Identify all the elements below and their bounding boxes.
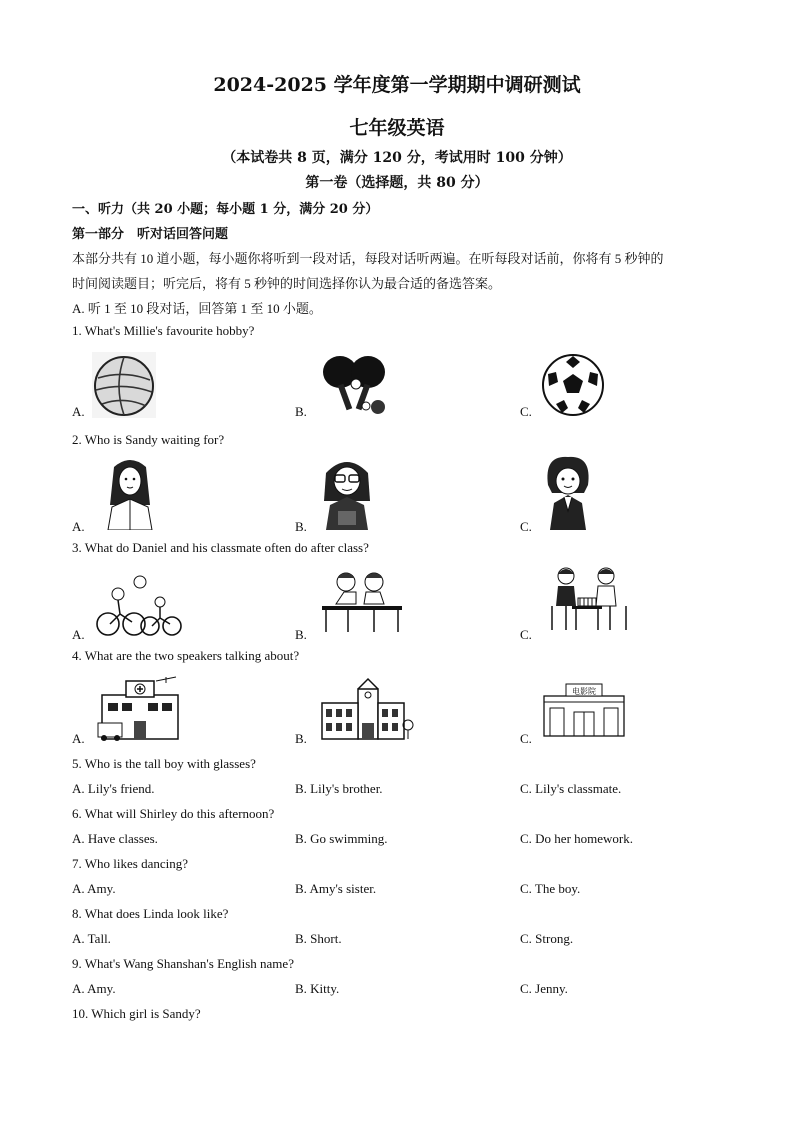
q6-option-c: C. Do her homework. (520, 831, 634, 846)
question-6: 6. What will Shirley do this afternoon? (72, 806, 275, 821)
q9-option-a: A. Amy. (72, 981, 116, 996)
q5-option-a: A. Lily's friend. (72, 781, 155, 796)
question-4: 4. What are the two speakers talking about? (72, 648, 300, 663)
volleyball-picture (92, 352, 156, 418)
question-9: 9. What's Wang Shanshan's English name? (72, 956, 294, 971)
exam-subject: 七年级英语 (349, 117, 445, 139)
question-5: 5. Who is the tall boy with glasses? (72, 756, 256, 771)
q3-option-c: C. (520, 627, 532, 642)
q9-option-b: B. Kitty. (295, 981, 340, 996)
part-a-instruction: A. 听 1 至 10 段对话，回答第 1 至 10 小题。 (72, 301, 322, 316)
cinema-picture (540, 682, 628, 738)
question-10: 10. Which girl is Sandy? (72, 1006, 201, 1021)
q3-option-b: B. (295, 627, 307, 642)
q1-option-a: A. (72, 404, 85, 419)
q4-option-a: A. (72, 731, 85, 746)
q6-option-b: B. Go swimming. (295, 831, 388, 846)
cinema-sign: 电影院 (572, 687, 596, 696)
question-1: 1. What's Millie's favourite hobby? (72, 323, 255, 338)
q3-option-a: A. (72, 627, 85, 642)
section-heading: 一、听力（共 20 小题；每小题 1 分，满分 20 分） (72, 202, 379, 217)
question-8: 8. What does Linda look like? (72, 906, 229, 921)
woman-glasses-picture (318, 455, 376, 530)
q2-option-b: B. (295, 519, 307, 534)
school-picture (318, 675, 414, 741)
q7-option-b: B. Amy's sister. (295, 881, 377, 896)
part-heading: 第一部分 听对话回答问题 (72, 227, 229, 242)
volume-heading: 第一卷（选择题，共 80 分） (305, 175, 489, 191)
question-3: 3. What do Daniel and his classmate often do after class? (72, 540, 369, 555)
computer-desk-picture (318, 568, 404, 634)
football-picture (540, 352, 606, 418)
q6-option-a: A. Have classes. (72, 831, 158, 846)
q7-option-c: C. The boy. (520, 881, 581, 896)
q8-option-c: C. Strong. (520, 931, 574, 946)
question-2: 2. Who is Sandy waiting for? (72, 432, 225, 447)
hospital-picture (96, 675, 184, 741)
q2-option-c: C. (520, 519, 532, 534)
exam-title: 2024-2025 学年度第一学期期中调研测试 (213, 74, 581, 96)
q8-option-a: A. Tall. (72, 931, 111, 946)
q5-option-c: C. Lily's classmate. (520, 781, 622, 796)
exam-note: （本试卷共 8 页，满分 120 分，考试用时 100 分钟） (222, 150, 572, 166)
woman-short-hair-picture (540, 455, 596, 530)
instruction-line-1: 本部分共有 10 道小题，每小题你将听到一段对话，每段对话听两遍。在听每段对话前，你将有 5 秒钟的 (72, 251, 664, 266)
q4-option-b: B. (295, 731, 307, 746)
q7-option-a: A. Amy. (72, 881, 116, 896)
q1-option-c: C. (520, 404, 532, 419)
q2-option-a: A. (72, 519, 85, 534)
q5-option-b: B. Lily's brother. (295, 781, 383, 796)
q9-option-c: C. Jenny. (520, 981, 568, 996)
cycling-picture (96, 572, 182, 638)
q4-option-c: C. (520, 731, 532, 746)
woman-long-hair-picture (100, 455, 160, 530)
q8-option-b: B. Short. (295, 931, 342, 946)
ping-pong-picture (318, 352, 390, 418)
instruction-line-2: 时间阅读题目；听完后，将有 5 秒钟的时间选择你认为最合适的备选答案。 (72, 276, 502, 291)
question-7: 7. Who likes dancing? (72, 856, 189, 871)
chess-picture (544, 562, 632, 634)
q1-option-b: B. (295, 404, 307, 419)
